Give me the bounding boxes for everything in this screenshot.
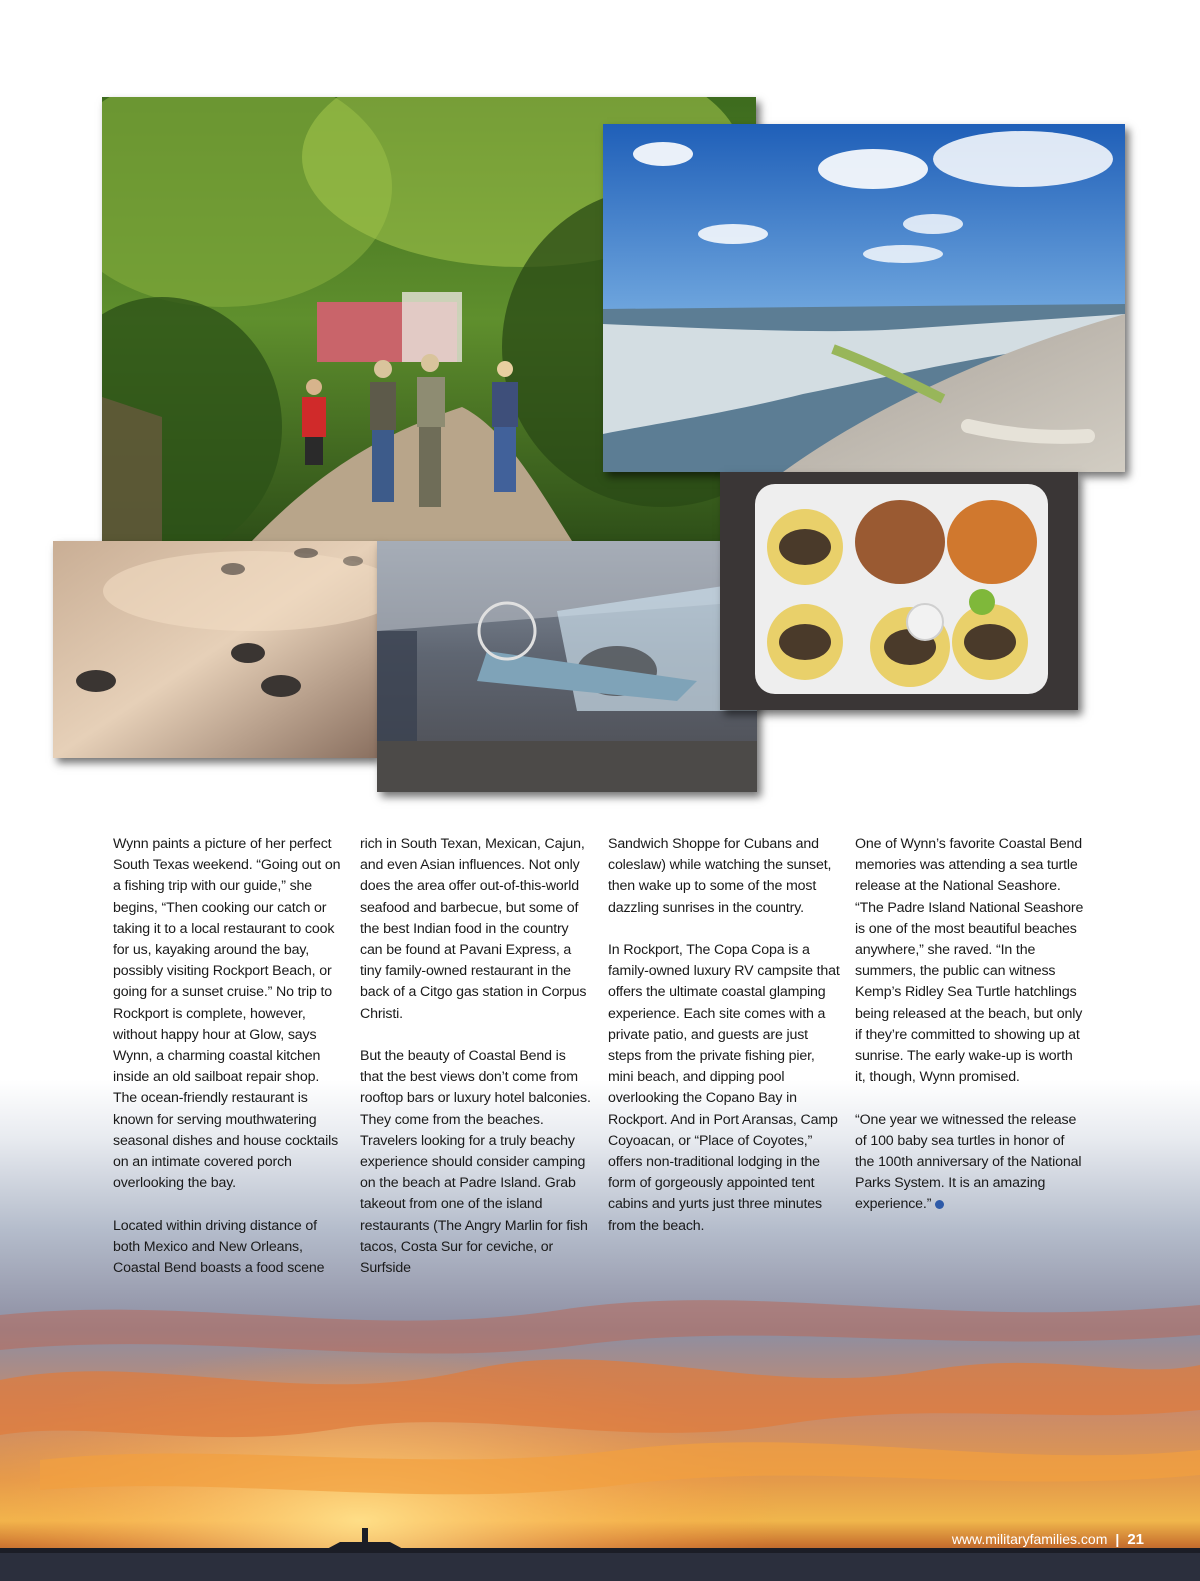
sea-turtle-hatchlings-photo xyxy=(53,541,377,758)
website-url: www.militaryfamilies.com xyxy=(951,1531,1108,1547)
article-paragraph: In Rockport, The Copa Copa is a family-owned luxury RV campsite that offers the ultimate coastal glamping experience. Each site comes with a private patio, and guests are just steps from the private fishing pier, mini beach, and dipping pool overlooking the Copano Bay in Rockport. And in Port Aransas, Camp Coyoacan, or “Place of Coyotes,” offers non-traditional lodging in the form of gorgeously appointed tent cabins and yurts just three minutes from the beach. xyxy=(608,942,840,1234)
article-end-mark-icon xyxy=(935,1200,944,1209)
article-column-3 xyxy=(608,834,840,1258)
article-paragraph: Located within driving distance of both Mexico and New Orleans, Coastal Bend boasts a food scene xyxy=(113,1217,325,1277)
tacos-plate-photo xyxy=(720,472,1078,710)
article-paragraph: But the beauty of Coastal Bend is that the best views don’t come from rooftop bars or luxury hotel balconies. They come from the beaches. Travelers looking for a truly beachy experience should consider camping on the beach at Padre Island. Grab takeout from one of the island restaurants (The Angry Marlin for fish tacos, Costa Sur for ceviche, or Surfside xyxy=(360,1048,591,1277)
page-footer xyxy=(952,1531,1144,1548)
article-paragraph: One of Wynn’s favorite Coastal Bend memories was attending a sea turtle release at the National Seashore. “The Padre Island National Seashore is one of the most beautiful beaches anywhere,” she raved. “In the summers, the public can witness Kemp’s Ridley Sea Turtle hatchlings being released at the beach, but only if they’re committed to showing up at sunrise. The early wake-up is worth it, though, Wynn promised. xyxy=(855,836,1084,1086)
article-paragraph: rich in South Texan, Mexican, Cajun, and even Asian influences. Not only does the area offer out-of-this-world seafood and barbecue, but some of the best Indian food in the country can be found at Pavani Express, a tiny family-owned restaurant in the back of a Citgo gas station in Corpus Christi. xyxy=(360,836,587,1022)
article-paragraph: Sandwich Shoppe for Cubans and coleslaw) while watching the sunset, then wake up to some of the most dazzling sunrises in the country. xyxy=(608,836,832,916)
article-column-1 xyxy=(113,834,345,1300)
article-paragraph: Wynn paints a picture of her perfect South Texas weekend. “Going out on a fishing trip with our guide,” she begins, “Then cooking our catch or taking it to a local restaurant to cook for us, kayaking around the bay, possibly visiting Rockport Beach, or going for a sunset cruise.” No trip to Rockport is complete, however, without happy hour at Glow, says Wynn, a charming coastal kitchen inside an old sailboat repair shop. The ocean-friendly restaurant is known for serving mouthwatering seasonal dishes and house cocktails on an intimate covered porch overlooking the bay. xyxy=(113,836,341,1192)
article-paragraph xyxy=(855,1110,1087,1216)
article-column-2 xyxy=(360,834,592,1300)
footer-separator: | xyxy=(1115,1531,1120,1547)
aircraft-museum-photo xyxy=(377,541,757,792)
page-number: 21 xyxy=(1127,1531,1144,1548)
closing-quote-text: “One year we witnessed the release of 100 baby sea turtles in honor of the 100th anniversary of the National Parks System. It is an amazing experience.” xyxy=(855,1111,1082,1213)
article-column-4 xyxy=(855,834,1087,1237)
beach-driftwood-photo xyxy=(603,124,1125,472)
